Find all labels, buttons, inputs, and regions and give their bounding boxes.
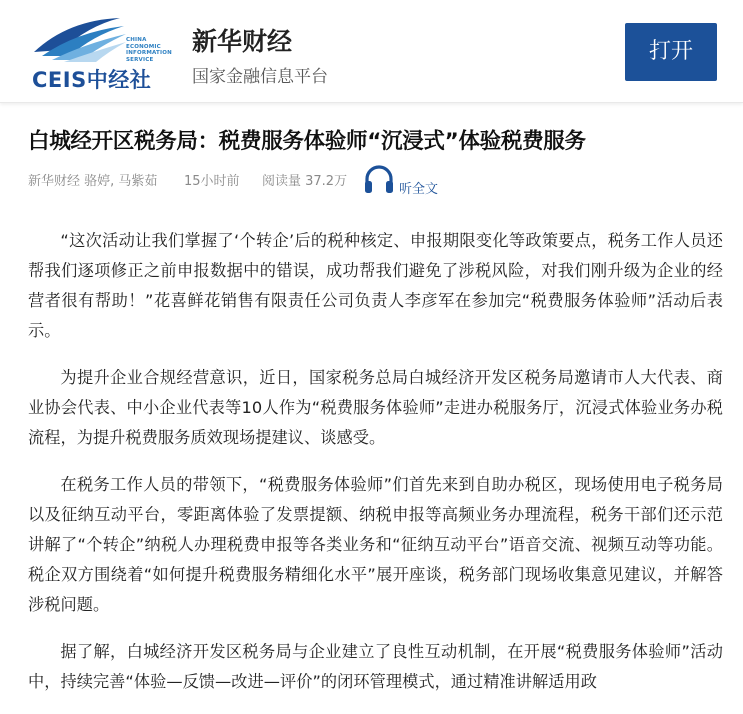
article-time: 15小时前 [184,174,240,189]
article-read-count: 阅读量 37.2万 [262,174,348,189]
logo-wordmark: CEIS中经社 [32,68,152,92]
article-paragraph: 据了解，白城经济开发区税务局与企业建立了良性互动机制，在开展“税费服务体验师”活动中，持续完善“体验—反馈—改进—评价”的闭环管理模式，通过精准讲解适用政 [28,642,723,691]
site-name: 新华财经 [192,27,293,56]
article [28,122,723,714]
listen-full-text-link[interactable]: 听全文 [399,182,439,197]
article-paragraph: 在税务工作人员的带领下，“税费服务体验师”们首先来到自助办税区，现场使用电子税务局以及征纳互动平台，零距离体验了发票提额、纳税申报等高频业务办理流程，税务干部们还示范讲解了“个转企”纳税人办理税费申报等各类业务和“征纳互动平台”语音交流、视频互动等功能。税企双方围绕着“如何提升税费服务精细化水平”展开座谈，税务部门现场收集意见建议，并解答涉税问题。 [28,475,723,614]
headphones-icon[interactable] [362,162,396,200]
ceis-logo[interactable] [28,12,172,92]
site-slogan: 国家金融信息平台 [192,67,328,87]
article-paragraph: “这次活动让我们掌握了‘个转企’后的税种核定、申报期限变化等政策要点，税务工作人员还帮我们逐项修正之前申报数据中的错误，成功帮我们避免了涉税风险，对我们刚升级为企业的经营者很有帮助！”花喜鲜花销售有限责任公司负责人李彦军在参加完“税费服务体验师”活动后表示。 [28,231,723,340]
logo-english-text [126,37,172,63]
article-author: 新华财经 骆婷, 马紫茹 [28,174,158,189]
logo-en-line1: CHINA ECONOMIC [126,37,161,50]
article-body [28,226,723,697]
logo-en-line2: INFORMATION SERVICE [126,50,172,63]
article-paragraph: 为提升企业合规经营意识，近日，国家税务总局白城经济开发区税务局邀请市人大代表、商业协会代表、中小企业代表等10人作为“税费服务体验师”走进办税服务厅，沉浸式体验业务办税流程，为提升税费服务质效现场提建议、谈感受。 [28,368,723,447]
article-title: 白城经开区税务局：税费服务体验师“沉浸式”体验税费服务 [28,129,586,154]
article-meta [28,162,723,202]
app-header [0,0,743,103]
open-app-button[interactable]: 打开 [625,23,717,81]
